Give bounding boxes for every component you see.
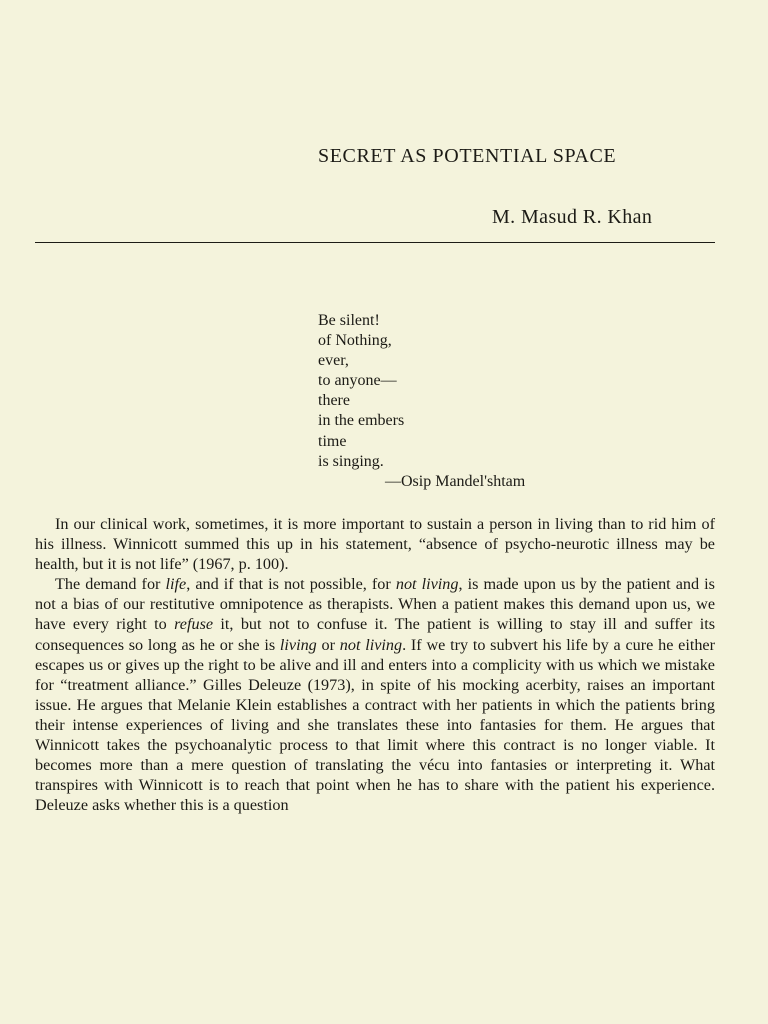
- epigraph-line: there: [318, 392, 350, 410]
- article-author: M. Masud R. Khan: [492, 206, 653, 228]
- epigraph-line: to anyone—: [318, 372, 397, 390]
- text-run: . If we try to subvert his life by a cure he either escapes us or gives up the right to be alive and ill and enters into a complicity with us which we mistake for “treatment alliance.” Gilles Deleuze (1973), in spite of his mocking acerbity, raises an important issue. He argues that Melanie Klein establishes a contract with her patients in which the patients bring their intense experiences of living and she translates these into fantasies for them. He argues that Winnicott takes the psychoanalytic process to that limit where this contract is no longer viable. It becomes more than a mere question of translating the vécu into fantasies or interpreting it. What transpires with Winnicott is to reach that point when he has to share with the patient his experience. Deleuze asks whether this is a question: [35, 635, 715, 815]
- article-title: SECRET AS POTENTIAL SPACE: [318, 145, 617, 167]
- emphasis-living: living: [279, 635, 317, 654]
- epigraph: [318, 311, 618, 492]
- text-run: or: [316, 635, 340, 654]
- emphasis-refuse: refuse: [174, 615, 214, 634]
- text-run: , is made upon us by the patient and is not a bias of our restitutive omnipotence as therapists. When a patient makes this demand upon us, we have every right to: [35, 575, 715, 634]
- epigraph-line: in the embers: [318, 412, 405, 430]
- paragraph-2: [35, 574, 715, 815]
- text-run: The demand for: [55, 575, 166, 594]
- epigraph-line: Be silent!: [318, 312, 380, 329]
- epigraph-attribution: —Osip Mandel'shtam: [385, 472, 526, 490]
- text-run: it, but not to confuse it. The patient is willing to stay ill and suffer its consequences so long as he or she is: [35, 615, 715, 654]
- emphasis-life: life: [165, 575, 187, 594]
- header-rule: [35, 242, 715, 243]
- epigraph-line: of Nothing,: [318, 332, 392, 350]
- text-run: , and if that is not possible, for: [186, 575, 396, 594]
- epigraph-line: is singing.: [318, 452, 384, 470]
- body-text: [35, 514, 715, 815]
- epigraph-line: ever,: [318, 352, 349, 370]
- paragraph-1: In our clinical work, sometimes, it is more important to sustain a person in living than to rid him of his illness. Winnicott summed this up in his statement, “absence of psycho-neurotic illness may be health, but it is not life” (1967, p. 100).: [35, 515, 715, 574]
- emphasis-not-living-2: not living: [339, 635, 403, 654]
- emphasis-not-living: not living: [395, 575, 459, 594]
- epigraph-line: time: [318, 432, 347, 450]
